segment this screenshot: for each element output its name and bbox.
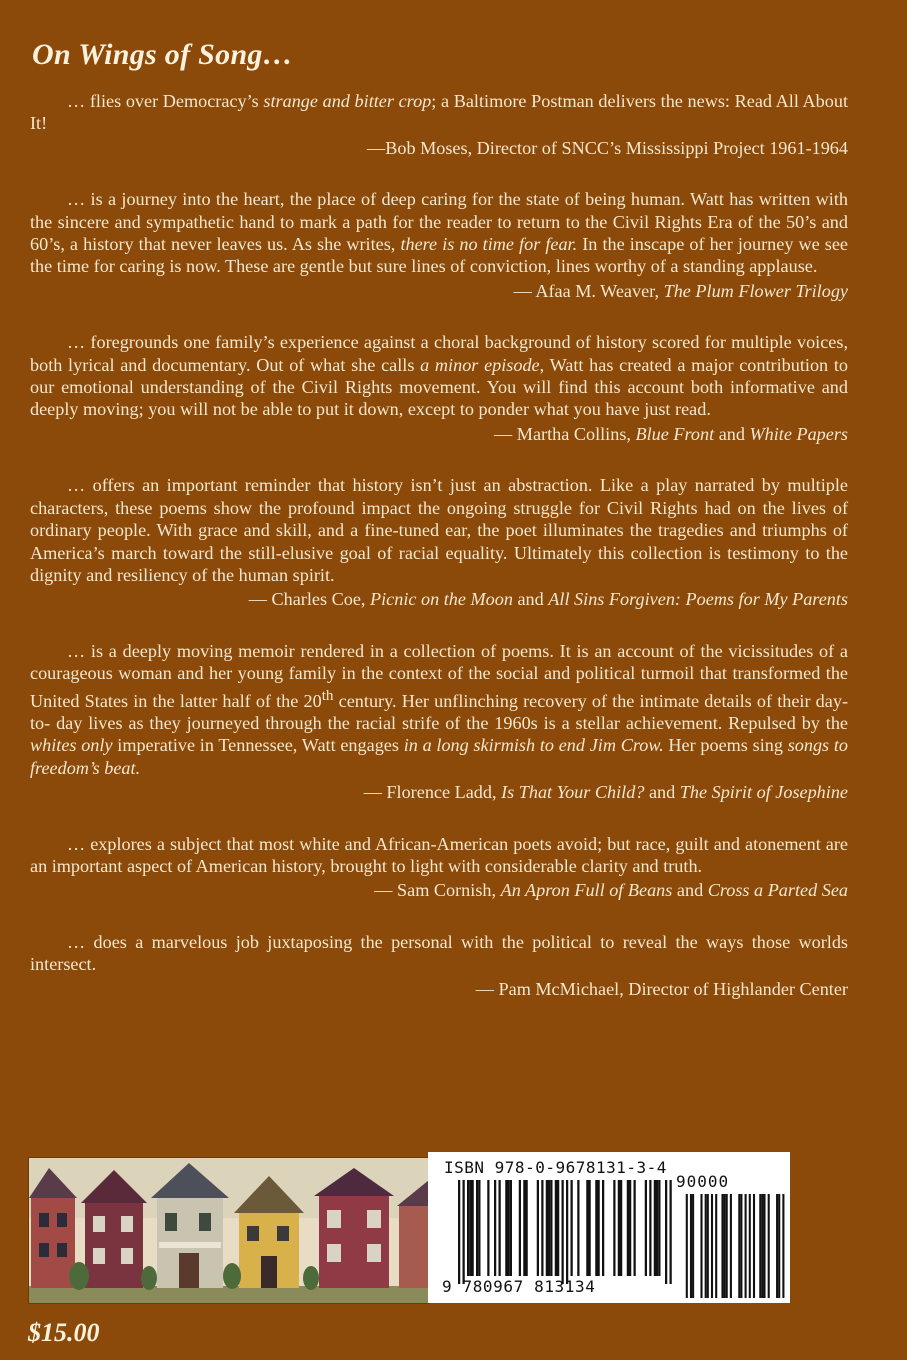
review-attribution: — Afaa M. Weaver, The Plum Flower Trilogy — [513, 280, 848, 301]
barcode-bar — [665, 1180, 667, 1284]
barcode-bar — [602, 1180, 604, 1276]
review-blurb — [30, 90, 848, 159]
review-attribution: — Martha Collins, Blue Front and White Papers — [494, 423, 848, 444]
review-blurb — [30, 331, 848, 445]
addon-bar — [715, 1194, 717, 1298]
addon-bar — [711, 1194, 713, 1298]
barcode-bar — [656, 1180, 658, 1276]
barcode-bar — [519, 1180, 521, 1276]
isbn-label: ISBN 978-0-9678131-3-4 — [444, 1158, 667, 1177]
price-code: 90000 — [676, 1172, 730, 1191]
barcode-bar — [458, 1180, 460, 1284]
review-attribution: —Bob Moses, Director of SNCC’s Mississippi Project 1961-1964 — [367, 137, 848, 158]
review-text: … is a deeply moving memoir rendered in a collection of poems. It is an account of the vicissitudes of a courageous woman and her young family in the context of the social and political turmoil that transformed the United States in the latter half of the 20th century. Her unflinching recovery of the intimate details of their day-to- day lives as they journeyed through the racial strife of the 1960s is a stellar achievement. Repulsed by the whites only imperative in Tennessee, Watt engages in a long skirmish to end Jim Crow. Her poems sing songs to freedom’s beat. — [30, 640, 849, 778]
addon-bar — [730, 1194, 732, 1298]
review-attribution: — Pam McMichael, Director of Highlander Center — [475, 978, 848, 999]
addon-bar — [700, 1194, 702, 1298]
addon-bar — [776, 1194, 778, 1298]
barcode-bar — [645, 1180, 647, 1276]
barcode-bar — [505, 1180, 507, 1276]
price-label: $15.00 — [28, 1318, 100, 1347]
barcode-bar — [562, 1180, 564, 1284]
barcode-bar — [613, 1180, 615, 1276]
addon-bar — [726, 1194, 728, 1298]
book-title: On Wings of Song… — [32, 38, 294, 71]
addon-bar — [690, 1194, 692, 1298]
review-attribution: — Florence Ladd, Is That Your Child? and The Spirit of Josephine — [363, 782, 848, 803]
barcode-bar — [577, 1180, 579, 1276]
barcode-bar — [595, 1180, 597, 1276]
addon-bar — [707, 1194, 709, 1298]
barcode-bar — [620, 1180, 622, 1276]
addon-bar — [745, 1194, 747, 1298]
barcode-bar — [526, 1180, 528, 1276]
barcode-bar — [476, 1180, 478, 1276]
barcode-bar — [629, 1180, 631, 1276]
barcode-bar — [487, 1180, 489, 1276]
addon-bar — [753, 1194, 755, 1298]
barcode-bar — [557, 1180, 559, 1276]
barcode-bar — [649, 1180, 651, 1276]
barcode-bar — [467, 1180, 469, 1276]
addon-bar — [782, 1194, 784, 1298]
barcode-bar — [463, 1180, 465, 1284]
barcode-bar — [510, 1180, 512, 1276]
barcode-bar — [537, 1180, 539, 1276]
addon-bar — [759, 1194, 761, 1298]
barcode-bar — [550, 1180, 552, 1276]
addon-bar — [724, 1194, 726, 1298]
barcode-bar — [548, 1180, 550, 1276]
barcode-bar — [571, 1180, 573, 1276]
barcode-bar — [618, 1180, 620, 1276]
barcode-bar — [469, 1180, 471, 1276]
review-blurb — [30, 640, 848, 804]
review-attribution: — Sam Cornish, An Apron Full of Beans and Cross a Parted Sea — [374, 880, 848, 901]
barcode-bar — [566, 1180, 568, 1284]
barcode-bar — [472, 1180, 474, 1276]
review-text: … offers an important reminder that history isn’t just an abstraction. Like a play narrated by multiple characters, these poems show the profound impact the ongoing struggle for Civil Rights had on the lives of ordinary people. With grace and skill, and a fine-tuned ear, the poet illuminates the tragedies and triumphs of America’s march toward the still-elusive goal of racial equality. Ultimately this collection is testimony to the dignity and resiliency of the human spirit. — [30, 475, 848, 585]
barcode-bar — [658, 1180, 660, 1276]
review-attribution: — Charles Coe, Picnic on the Moon and All Sins Forgiven: Poems for My Parents — [248, 589, 848, 610]
addon-bar — [768, 1194, 770, 1298]
review-blurb — [30, 188, 848, 302]
barcode-bar — [523, 1180, 525, 1276]
barcode-bar — [478, 1180, 480, 1276]
addon-bar — [749, 1194, 751, 1298]
review-text: … does a marvelous job juxtaposing the personal with the political to reveal the ways those worlds intersect. — [30, 931, 848, 975]
review-text: … foregrounds one family’s experience against a choral background of history scored for multiple voices, both lyrical and documentary. Out of what she calls a minor episode, Watt has created a major contribution to our emotional understanding of the Civil Rights movement. You will find this account both informative and deeply moving; you will not be able to put it down, except to ponder what you have just read. — [30, 332, 848, 420]
barcode-bar — [546, 1180, 548, 1276]
review-blurb — [30, 833, 848, 902]
addon-bar — [738, 1194, 740, 1298]
review-blurb — [30, 931, 848, 1000]
isbn-barcode — [428, 1152, 790, 1303]
review-text: … flies over Democracy’s strange and bitter crop; a Baltimore Postman delivers the news: Read All About It! — [30, 91, 848, 134]
addon-bar — [705, 1194, 707, 1298]
barcode-bar — [494, 1180, 496, 1276]
addon-bar — [686, 1194, 688, 1298]
review-text: … is a journey into the heart, the place of deep caring for the state of being human. Watt has written with the sincere and sympathetic hand to mark a path for the reader to return to the Civil Rights Era of the 50’s and 60’s, a history that never leaves us. As she writes, there is no time for fear. In the inscape of her journey we see the time for caring is now. These are gentle but sure lines of conviction, lines worthy of a standing applause. — [30, 189, 848, 277]
review-blurbs — [30, 90, 848, 1029]
barcode-bar — [555, 1180, 557, 1276]
addon-bar — [778, 1194, 780, 1298]
addon-bar — [740, 1194, 742, 1298]
barcode-bar — [589, 1180, 591, 1276]
barcode-bar — [586, 1180, 588, 1276]
barcode-bar — [499, 1180, 501, 1276]
review-blurb — [30, 474, 848, 610]
review-text: … explores a subject that most white and African-American poets avoid; but race, guilt and atonement are an important aspect of American history, brought to light with considerable clarity and truth. — [30, 833, 848, 877]
addon-bar — [692, 1194, 694, 1298]
addon-bar — [761, 1194, 763, 1298]
addon-bar — [721, 1194, 723, 1298]
barcode-bar — [541, 1180, 543, 1276]
barcode-bar — [670, 1180, 672, 1284]
addon-bar — [763, 1194, 765, 1298]
barcode-bar — [627, 1180, 629, 1276]
barcode-bar — [598, 1180, 600, 1276]
barcode-bar — [654, 1180, 656, 1276]
victorian-houses-illustration — [28, 1157, 430, 1304]
barcode-bar — [634, 1180, 636, 1276]
ean-digits: 9 780967 813134 — [442, 1277, 596, 1296]
barcode-bar — [508, 1180, 510, 1276]
